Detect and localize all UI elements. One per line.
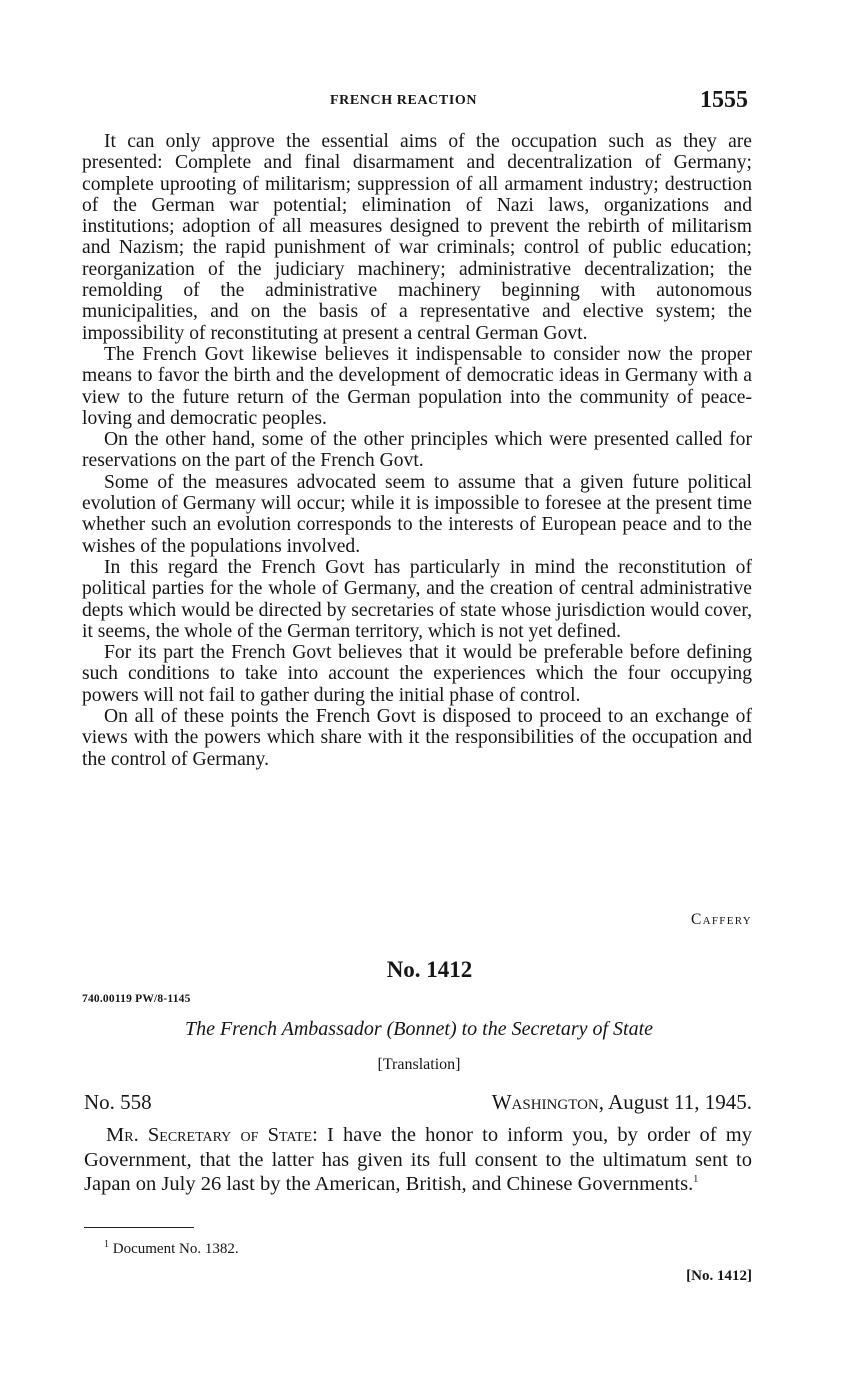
document-tag: [No. 1412] [686,1268,752,1284]
signature: Caffery [690,911,752,928]
translation-note: [Translation] [377,1056,461,1073]
salutation: Mr. Secretary of State: [106,1124,318,1146]
letter-body [84,1123,752,1197]
paragraph: For its part the French Govt believes that it would be preferable before defining such conditions to take into account the experiences which the four occupying powers will not fail to gather during the initial phase of control. [82,642,752,706]
running-title: FRENCH REACTION [330,93,478,108]
paragraph: It can only approve the essential aims of the occupation such as they are presented: Complete and final disarmament and decentralization of Germany; complete uprooting of militarism; suppression of all armament industry; destruction of the German war potential; elimination of Nazi laws, organizations and institutions; adoption of all measures designed to prevent the rebirth of militarism and Nazism; the rapid punishment of war criminals; control of public education; reorganization of the judiciary machinery; administrative decentralization; the remolding of the administrative machinery beginning with autonomous municipalities, and on the basis of a representative and elective system; the impossibility of reconstituting at present a central German Govt. [82,131,752,344]
footnote-reference: 1 [693,1174,699,1186]
footnote [104,1241,239,1258]
paragraph: On all of these points the French Govt is disposed to proceed to an exchange of views with the powers which share with it the responsibilities of the occupation and the control of Germany. [82,706,752,770]
date: , August 11, 1945. [598,1090,752,1114]
footnote-marker: 1 [104,1239,109,1250]
dateline [492,1090,752,1115]
file-reference: 740.00119 PW/8-1145 [82,993,191,1005]
paragraph: The French Govt likewise believes it indispensable to consider now the proper means to favor the birth and the development of democratic ideas in Germany with a view to the future return of the German population into the community of peace-loving and democratic peoples. [82,343,752,429]
running-head [0,89,859,115]
footnote-text: Document No. 1382. [109,1241,239,1257]
document-number-heading: No. 1412 [386,957,473,982]
paragraph: On the other hand, some of the other principles which were presented called for reservations on the part of the French Govt. [82,429,752,472]
footnote-rule [84,1227,194,1228]
place: Washington [491,1090,599,1114]
letter-paragraph [84,1123,752,1197]
body-text [82,131,752,770]
note-number: No. 558 [84,1090,152,1114]
document-title: The French Ambassador (Bonnet) to the Secretary of State [184,1018,654,1040]
paragraph: Some of the measures advocated seem to assume that a given future political evolution of Germany will occur; while it is impossible to foresee at the present time whether such an evolution corresponds to the interests of European peace and to the wishes of the populations involved. [82,471,752,557]
page-number: 1555 [700,87,748,113]
letter-text: I have the honor to inform you, by order of my Government, that the latter has given its full consent to the ultimatum sent to Japan on July 26 last by the American, British, and Chinese Governments. [84,1124,752,1196]
paragraph: In this regard the French Govt has particularly in mind the reconstitution of political parties for the whole of Germany, and the creation of central administrative depts which would be directed by secretaries of state whose jurisdiction would cover, it seems, the whole of the German territory, which is not yet defined. [82,556,752,642]
